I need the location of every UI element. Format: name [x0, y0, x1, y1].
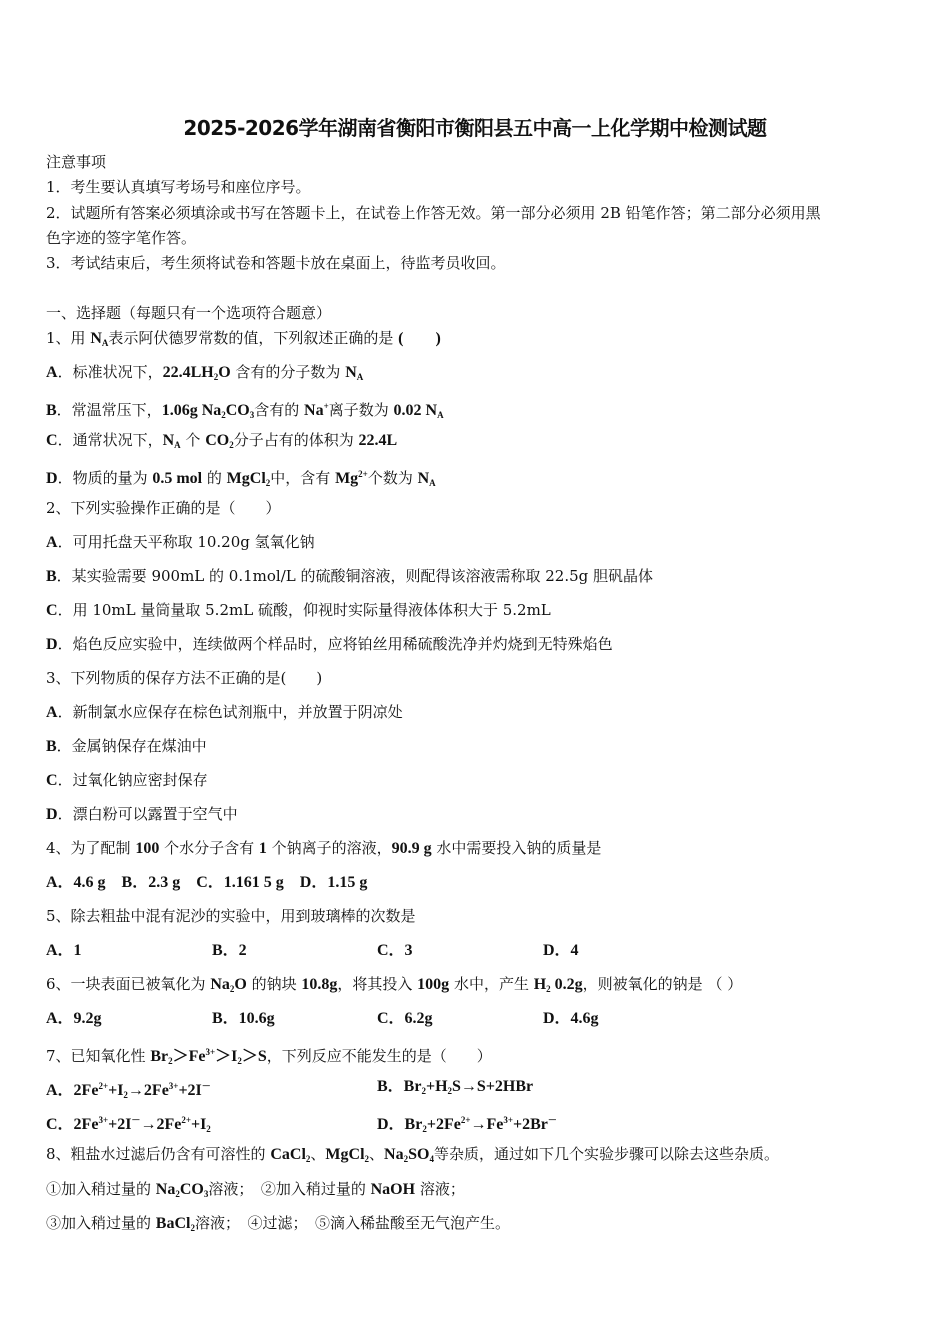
- option-line: [46, 566, 653, 587]
- text-run: NaOH: [370, 1181, 416, 1198]
- option-line: [46, 770, 208, 791]
- text-run: 一、选择题（每题只有一个选项符合题意）: [46, 304, 332, 322]
- text-run: ＞S: [241, 1048, 267, 1065]
- text-run: MgCl: [325, 1146, 365, 1163]
- text-run: O: [234, 976, 247, 993]
- subscript: 2: [403, 1154, 409, 1164]
- text-run: →2Fe: [127, 1082, 169, 1099]
- subscript: 4: [429, 1154, 434, 1164]
- question-line: [46, 838, 601, 859]
- text-run: ．可用托盘天平称取 10.20g 氢氧化钠: [57, 533, 315, 551]
- text-run: ＞Fe: [172, 1048, 206, 1065]
- text-run: 个水分子含有: [159, 839, 259, 857]
- text-run: B: [46, 738, 57, 755]
- text-run: 3．考试结束后，考生须将试卷和答题卡放在桌面上，待监考员收回。: [46, 254, 506, 272]
- superscript: 2+: [460, 1115, 471, 1125]
- superscript: －: [131, 1115, 141, 1125]
- question-line: [46, 668, 322, 688]
- superscript: －: [201, 1081, 211, 1091]
- superscript: 3+: [205, 1047, 216, 1057]
- text-run: B: [46, 402, 57, 419]
- option-choice: [377, 1008, 433, 1029]
- text-run: S→S+2HBr: [452, 1078, 534, 1095]
- superscript: 2+: [358, 469, 368, 479]
- text-run: Na: [304, 402, 324, 419]
- subscript: A: [174, 440, 181, 450]
- text-run: 5、除去粗盐中混有泥沙的实验中，用到玻璃棒的次数是: [46, 907, 416, 925]
- text-run: A．9.2g: [46, 1010, 102, 1027]
- option-line: [46, 872, 367, 893]
- superscript: 2+: [98, 1081, 109, 1091]
- option-line: [46, 532, 315, 553]
- text-run: A: [46, 704, 58, 721]
- text-run: 个: [180, 431, 206, 449]
- subscript: 2: [175, 1189, 180, 1199]
- text-run: 水中，产生: [449, 975, 534, 993]
- text-run: B．10.6g: [212, 1010, 275, 1027]
- option-line: [46, 430, 397, 455]
- text-run: Na: [210, 976, 230, 993]
- superscript: 3+: [503, 1115, 513, 1125]
- subscript: 2: [237, 1056, 242, 1066]
- text-run: ．用 10mL 量筒量取 5.2mL 硫酸，仰视时实际量得液体体积大于 5.2mL: [57, 601, 551, 619]
- text-run: C．2Fe: [46, 1116, 99, 1133]
- text-run: ．新制氯水应保存在棕色试剂瓶中，并放置于阴凉处: [57, 703, 403, 721]
- text-run: ．物质的量为: [57, 469, 153, 487]
- text-run: CO: [179, 1181, 204, 1198]
- notice-line: [46, 203, 821, 223]
- superscript: +: [323, 401, 329, 411]
- text-run: A: [46, 364, 58, 381]
- text-run: +H: [425, 1078, 448, 1095]
- text-run: 、: [310, 1145, 326, 1163]
- notice-line: [46, 152, 106, 172]
- text-run: B．Br: [377, 1078, 422, 1095]
- document-title: 2025-2026学年湖南省衡阳市衡阳县五中高一上化学期中检测试题: [183, 116, 767, 140]
- superscript: 2+: [181, 1115, 191, 1125]
- option-line: [46, 464, 436, 493]
- text-run: 22.4LH: [162, 364, 214, 381]
- subscript: 2: [168, 1056, 173, 1066]
- text-run: H: [533, 976, 547, 993]
- text-run: +2I: [108, 1116, 132, 1133]
- text-run: N: [90, 330, 102, 347]
- text-run: 3、下列物质的保存方法不正确的是( ): [46, 669, 323, 687]
- text-run: 90.9 g: [391, 840, 432, 857]
- notice-line: [46, 253, 506, 273]
- subscript: 2: [265, 478, 271, 488]
- step-line: [46, 1179, 465, 1204]
- option-choice: [543, 1008, 599, 1029]
- question-line: [46, 1144, 779, 1169]
- question-line: [46, 328, 441, 353]
- text-run: CaCl: [270, 1146, 306, 1163]
- text-run: +2Fe: [426, 1116, 461, 1133]
- subscript: 3: [203, 1189, 209, 1199]
- option-choice: [377, 940, 413, 961]
- text-run: 100: [135, 840, 160, 857]
- option-line: [46, 634, 613, 655]
- text-run: 等杂质，通过如下几个实验步骤可以除去这些杂质。: [433, 1145, 779, 1163]
- text-run: 7、已知氧化性: [46, 1047, 151, 1065]
- subscript: 2: [422, 1124, 427, 1134]
- text-run: 个数为: [367, 469, 418, 487]
- subscript: 2: [364, 1154, 370, 1164]
- text-run: D: [46, 470, 58, 487]
- text-run: ，将其投入: [337, 975, 418, 993]
- text-run: ①加入稍过量的: [46, 1180, 156, 1198]
- subscript: 2: [229, 984, 235, 994]
- option-choice: [46, 1110, 211, 1139]
- text-run: N: [345, 364, 357, 381]
- option-choice: [377, 1076, 533, 1101]
- text-run: ．漂白粉可以露置于空气中: [57, 805, 238, 823]
- text-run: 分子占有的体积为: [233, 431, 359, 449]
- text-run: Na: [384, 1146, 404, 1163]
- text-run: MgCl: [226, 470, 266, 487]
- text-run: 色字迹的签字笔作答。: [46, 229, 197, 247]
- text-run: ，下列反应不能发生的是（ ）: [266, 1047, 492, 1065]
- text-run: 溶液；: [415, 1180, 465, 1198]
- text-run: 2．试题所有答案必须填涂或书写在答题卡上，在试卷上作答无效。第一部分必须用 2B 铅笔作答；第二部分必须用黑: [46, 204, 821, 222]
- notice-line: [46, 177, 311, 197]
- notice-line: [46, 228, 196, 248]
- text-run: →Fe: [470, 1116, 504, 1133]
- question-line: [46, 906, 416, 926]
- section-line: [46, 303, 331, 323]
- text-run: Mg: [335, 470, 359, 487]
- text-run: C: [46, 602, 58, 619]
- step-line: [46, 1213, 510, 1238]
- text-run: 100g: [417, 976, 450, 993]
- text-run: 的: [202, 469, 227, 487]
- subscript: A: [101, 338, 109, 348]
- subscript: 2: [305, 1154, 311, 1164]
- text-run: ．某实验需要 900mL 的 0.1mol/L 的硫酸铜溶液，则配得该溶液需称取 22.5g 胆矾晶体: [56, 567, 654, 585]
- subscript: 2: [421, 1086, 426, 1096]
- text-run: 4、为了配制: [46, 839, 136, 857]
- text-run: ．金属钠保存在煤油中: [56, 737, 207, 755]
- option-choice: [212, 940, 247, 961]
- text-run: 1: [258, 840, 267, 857]
- option-line: [46, 396, 444, 425]
- superscript: 3+: [168, 1081, 179, 1091]
- option-line: [46, 736, 207, 757]
- text-run: 22.4L: [358, 432, 398, 449]
- text-run: D．4.6g: [543, 1010, 599, 1027]
- option-line: [46, 362, 363, 387]
- text-run: +2Br: [513, 1116, 548, 1133]
- text-run: ＞I: [215, 1048, 238, 1065]
- subscript: 3: [249, 410, 255, 420]
- text-run: A: [46, 534, 58, 551]
- text-run: C．6.2g: [377, 1010, 433, 1027]
- option-choice: [46, 1008, 102, 1029]
- text-run: CO: [205, 432, 230, 449]
- subscript: 2: [190, 1223, 195, 1233]
- text-run: 的钠块: [246, 975, 302, 993]
- subscript: 2: [206, 1124, 211, 1134]
- text-run: 溶液； ②加入稍过量的: [208, 1180, 371, 1198]
- subscript: A: [437, 410, 444, 420]
- text-run: 离子数为: [328, 401, 394, 419]
- text-run: 8、粗盐水过滤后仍含有可溶性的: [46, 1145, 271, 1163]
- text-run: ③加入稍过量的: [46, 1214, 156, 1232]
- text-run: C．3: [377, 942, 413, 959]
- text-run: D．4: [543, 942, 579, 959]
- text-run: →2Fe: [140, 1116, 182, 1133]
- text-run: 表示阿伏德罗常数的值，下列叙述正确的是: [108, 329, 399, 347]
- subscript: A: [356, 372, 364, 382]
- text-run: 注意事项: [46, 153, 107, 171]
- text-run: 10.8g: [301, 976, 338, 993]
- text-run: ．焰色反应实验中，连续做两个样品时，应将铂丝用稀硫酸洗净并灼烧到无特殊焰色: [57, 635, 613, 653]
- text-run: C: [46, 772, 58, 789]
- text-run: ．标准状况下，: [57, 363, 163, 381]
- subscript: 2: [447, 1086, 453, 1096]
- text-run: 含有的分子数为: [230, 363, 346, 381]
- superscript: －: [547, 1115, 557, 1125]
- text-run: 0.5 mol: [152, 470, 203, 487]
- text-run: D: [46, 806, 58, 823]
- text-run: SO: [408, 1146, 430, 1163]
- text-run: B: [46, 568, 57, 585]
- text-run: A．2Fe: [46, 1082, 99, 1099]
- text-run: N: [162, 432, 175, 449]
- text-run: +2I: [178, 1082, 202, 1099]
- text-run: 水中需要投入钠的质量是: [431, 839, 602, 857]
- text-run: BaCl: [155, 1215, 191, 1232]
- option-choice: [377, 1110, 557, 1139]
- option-line: [46, 600, 551, 621]
- question-line: [46, 974, 742, 999]
- text-run: A．1: [46, 942, 82, 959]
- question-line: [46, 498, 281, 518]
- option-choice: [212, 1008, 275, 1029]
- subscript: 2: [229, 440, 234, 450]
- text-run: 1.06g Na: [161, 402, 222, 419]
- text-run: D．Br: [377, 1116, 423, 1133]
- option-choice: [46, 940, 82, 961]
- text-run: 2、下列实验操作正确的是（ ）: [46, 499, 281, 517]
- text-run: ( ): [398, 330, 441, 347]
- text-run: +I: [190, 1116, 207, 1133]
- text-run: +I: [108, 1082, 124, 1099]
- text-run: ．常温常压下，: [56, 401, 162, 419]
- text-run: 中，含有: [270, 469, 336, 487]
- text-run: B．2: [212, 942, 247, 959]
- option-choice: [46, 1076, 211, 1105]
- text-run: 1．考生要认真填写考场号和座位序号。: [46, 178, 311, 196]
- text-run: D: [46, 636, 58, 653]
- subscript: 2: [546, 984, 551, 994]
- text-run: O: [218, 364, 231, 381]
- text-run: ．过氧化钠应密封保存: [57, 771, 208, 789]
- option-line: [46, 702, 403, 723]
- text-run: Na: [155, 1181, 176, 1198]
- text-run: 0.2g: [550, 976, 583, 993]
- option-choice: [543, 940, 579, 961]
- text-run: 溶液； ④过滤； ⑤滴入稀盐酸至无气泡产生。: [194, 1214, 510, 1232]
- text-run: C: [46, 432, 58, 449]
- subscript: A: [429, 478, 436, 488]
- question-line: [46, 1042, 492, 1071]
- superscript: 3+: [98, 1115, 109, 1125]
- text-run: 含有的: [254, 401, 305, 419]
- text-run: 个钠离子的溶液，: [266, 839, 392, 857]
- text-run: ．通常状况下，: [57, 431, 163, 449]
- text-run: ，则被氧化的钠是 （ ）: [582, 975, 743, 993]
- subscript: 2: [123, 1090, 128, 1100]
- subscript: 2: [213, 372, 219, 382]
- text-run: 1、用: [46, 329, 91, 347]
- subscript: 2: [221, 410, 226, 420]
- option-line: [46, 804, 238, 825]
- text-run: CO: [225, 402, 250, 419]
- text-run: 0.02 N: [393, 402, 438, 419]
- text-run: A．4.6 g B．2.3 g C．1.161 5 g D．1.15 g: [46, 874, 368, 891]
- text-run: Br: [150, 1048, 169, 1065]
- text-run: 、: [369, 1145, 385, 1163]
- text-run: 6、一块表面已被氧化为: [46, 975, 211, 993]
- text-run: N: [417, 470, 430, 487]
